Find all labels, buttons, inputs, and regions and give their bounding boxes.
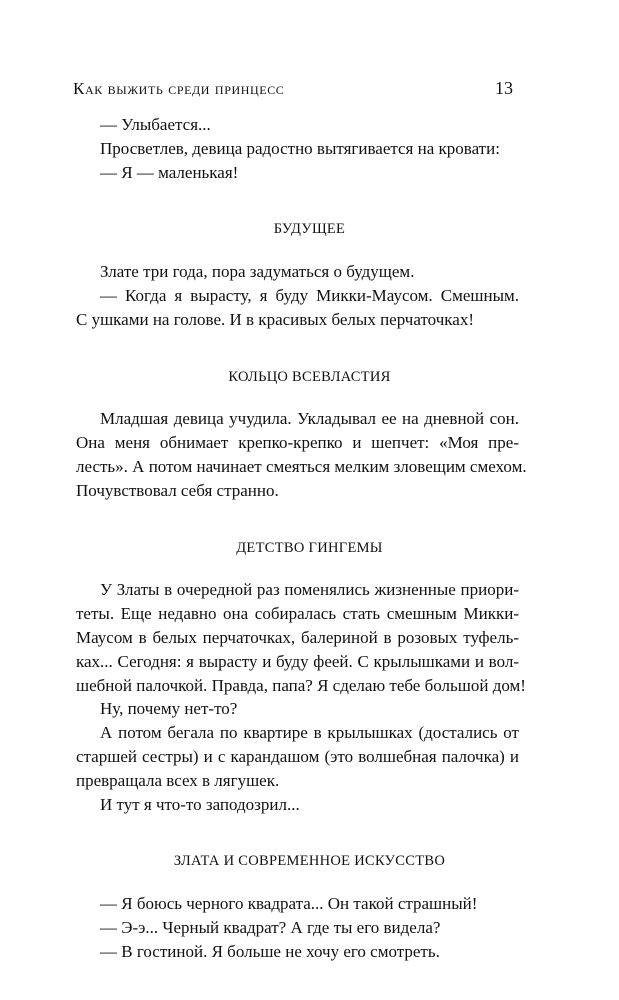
paragraph-line: Почувствовал себя странно. xyxy=(76,480,279,500)
paragraph-line: А потом бегала по квартире в крылышках (достались от xyxy=(100,723,519,743)
paragraph-line: Злате три года, пора задуматься о будущем. xyxy=(100,262,415,282)
section-heading-gingema: ДЕТСТВО ГИНГЕМЫ xyxy=(236,539,383,556)
running-head xyxy=(73,78,513,99)
page-body xyxy=(76,113,527,964)
paragraph-line: — В гостиной. Я больше не хочу его смотреть. xyxy=(100,941,440,961)
paragraph-line: теты. Еще недавно она собиралась стать смешным Микки- xyxy=(76,604,519,624)
paragraph-line: Маусом в белых перчаточках, балериной в розовых туфель- xyxy=(76,627,519,647)
paragraph-line: Она меня обнимает крепко-крепко и шепчет: «Моя пре- xyxy=(76,433,519,453)
paragraph-line: — Я боюсь черного квадрата... Он такой страшный! xyxy=(100,894,478,914)
paragraph-line: — Э-э... Черный квадрат? А где ты его видела? xyxy=(100,917,441,937)
paragraph-line: Просветлев, девица радостно вытягивается на кровати: xyxy=(100,138,500,158)
paragraph-line: И тут я что-то заподозрил... xyxy=(100,794,300,814)
paragraph-line: У Златы в очередной раз поменялись жизненные приори- xyxy=(100,580,519,600)
paragraph-line: шебной палочкой. Правда, папа? Я сделаю тебе большой дом! xyxy=(76,675,526,695)
section-heading-art: ЗЛАТА И СОВРЕМЕННОЕ ИСКУССТВО xyxy=(173,853,446,870)
section-heading-ring: КОЛЬЦО ВСЕВЛАСТИЯ xyxy=(228,368,391,385)
paragraph-line: — Я — маленькая! xyxy=(100,162,239,182)
paragraph-line: старшей сестры) и с карандашом (это волшебная палочка) и xyxy=(76,746,519,766)
paragraph-line: — Улыбается... xyxy=(100,115,211,134)
paragraph-line: лесть». А потом начинает смеяться мелким зловещим смехом. xyxy=(76,456,527,476)
paragraph-line: Младшая девица учудила. Укладывал ее на дневной сон. xyxy=(100,409,519,429)
paragraph-line: Ну, почему нет-то? xyxy=(100,699,238,719)
book-title: Как выжить среди принцесс xyxy=(73,79,285,98)
paragraph-line: превращала всех в лягушек. xyxy=(76,770,280,790)
page-number: 13 xyxy=(495,78,513,98)
paragraph-line: С ушками на голове. И в красивых белых перчаточках! xyxy=(76,309,474,329)
paragraph-line: ках... Сегодня: я вырасту и буду феей. С крылышками и вол- xyxy=(76,651,519,671)
paragraph-line: — Когда я вырасту, я буду Микки-Маусом. Смешным. xyxy=(100,285,519,305)
section-heading-future: БУДУЩЕЕ xyxy=(273,221,346,238)
